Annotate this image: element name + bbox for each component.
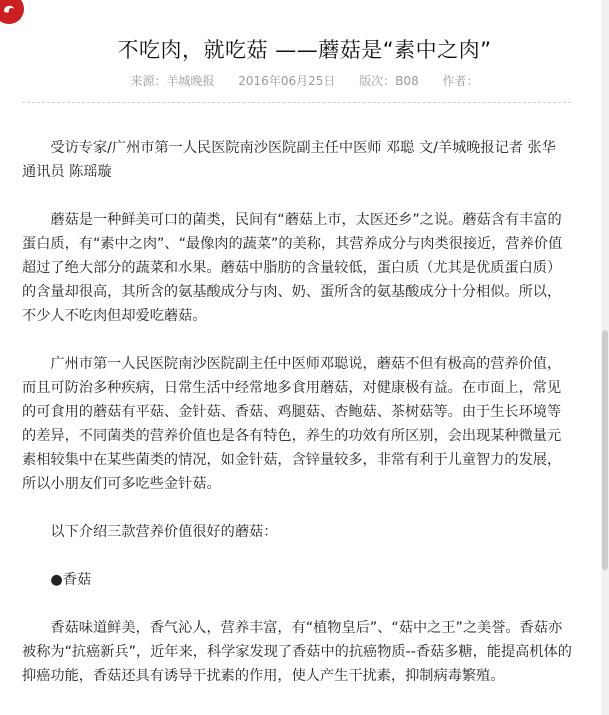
section-heading-shiitake: ●香菇 [50,572,92,588]
body-paragraph: 广州市第一人民医院南沙医院副主任中医师邓聪说，蘑菇不但有极高的营养价值，而且可防治多种疾病，日常生活中经常地多食用蘑菇，对健康极有益。在市面上，常见的可食用的蘑菇有平菇、金针菇、香菇、鸡腿菇、杏鲍菇、茶树菇等。由于生长环境等的差异，不同菌类的营养价值也是各有特色，养生的功效有所区别，会出现某种微量元素相较集中在某些菌类的情况，如金针菇，含锌量较多，非常有利于儿童智力的发展，所以小朋友们可多吃些金针菇。 [22,356,562,492]
meta-date: 2016年06月25日 [238,74,336,88]
article-title: 不吃肉，就吃菇 ——蘑菇是“素中之肉” [117,38,492,62]
title-divider [22,102,571,103]
meta-page: 版次：B08 [359,74,419,88]
meta-source: 来源：羊城晚报 [130,74,215,88]
body-paragraph: 香菇味道鲜美，香气沁人，营养丰富，有“植物皇后”、“菇中之王”之美誉。香菇亦被称为“抗癌新兵”，近年来，科学家发现了香菇中的抗癌物质--香菇多糖，能提高机体的抑癌功能，香菇还具有诱导干扰素的作用，使人产生干扰素，抑制病毒繁殖。 [22,620,572,684]
meta-author: 作者： [442,74,479,88]
body-paragraph: 以下介绍三款营养价值很好的蘑菇： [50,524,278,540]
byline-paragraph: 受访专家/广州市第一人民医院南沙医院副主任中医师 邓聪 文/羊城晚报记者 张华 通讯员 陈瑶璇 [22,140,556,180]
article-body [22,136,572,712]
article-meta [0,72,609,89]
site-logo[interactable] [0,0,24,24]
scrollbar-thumb[interactable] [602,330,608,570]
body-paragraph: 蘑菇是一种鲜美可口的菌类，民间有“蘑菇上市，太医还乡”之说。蘑菇含有丰富的蛋白质，有“素中之肉”、“最像肉的蔬菜”的美称，其营养成分与肉类很接近，营养价值超过了绝大部分的蔬菜和水果。蘑菇中脂肪的含量较低，蛋白质（尤其是优质蛋白质）的含量却很高，其所含的氨基酸成分与肉、奶、蛋所含的氨基酸成分十分相似。所以，不少人不吃肉但却爱吃蘑菇。 [22,212,563,324]
page-scrollbar[interactable] [601,0,609,715]
logo-swirl-icon [1,1,17,17]
